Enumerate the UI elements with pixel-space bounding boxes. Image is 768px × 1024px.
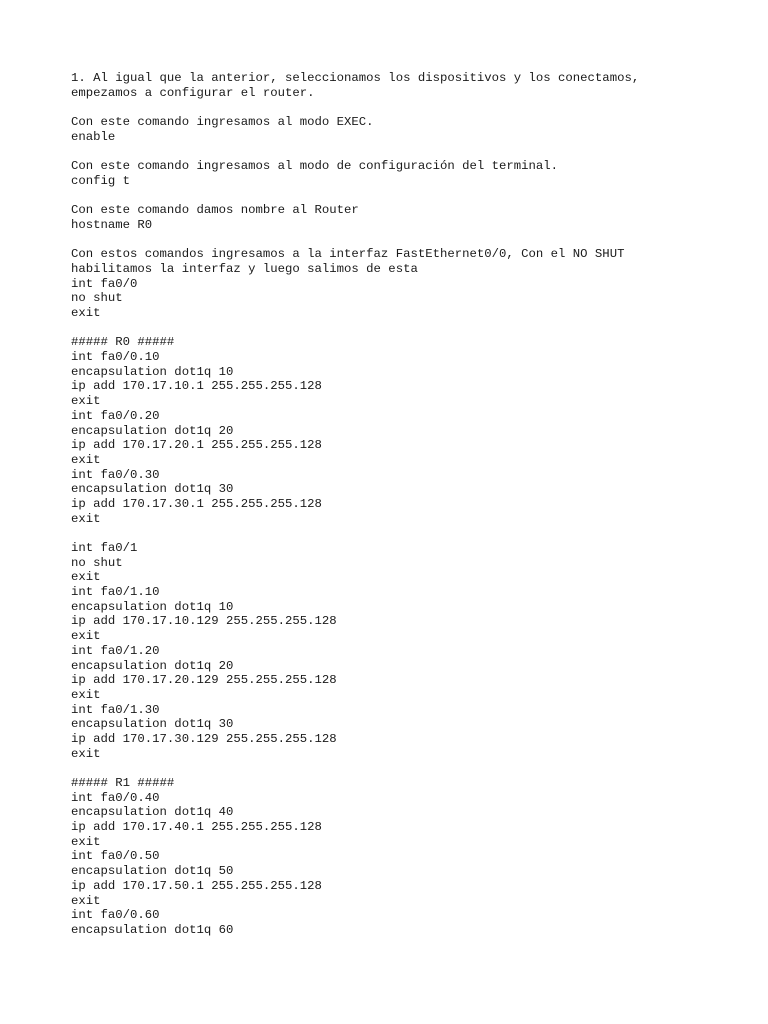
text-line: empezamos a configurar el router.	[71, 85, 315, 100]
text-line: ip add 170.17.40.1 255.255.255.128	[71, 820, 322, 835]
text-line: int fa0/0.30	[71, 467, 160, 482]
text-line: encapsulation dot1q 10	[71, 599, 234, 614]
text-line: 1. Al igual que la anterior, seleccionamos los dispositivos y los conectamos,	[71, 71, 640, 85]
text-line: exit	[71, 511, 101, 526]
text-line: config t	[71, 173, 131, 188]
text-line: int fa0/0.20	[71, 408, 160, 423]
blank-line	[71, 144, 731, 159]
blank-line	[71, 526, 731, 541]
text-line: exit	[71, 452, 101, 467]
text-line: ##### R1 #####	[71, 776, 175, 790]
text-line: encapsulation dot1q 60	[71, 922, 234, 937]
text-line: Con este comando damos nombre al Router	[71, 203, 359, 218]
text-line: encapsulation dot1q 20	[71, 423, 234, 438]
blank-line	[71, 233, 731, 248]
text-line: exit	[71, 394, 101, 409]
text-line: Con estos comandos ingresamos a la interfaz FastEthernet0/0, Con el NO SHUT	[71, 247, 625, 262]
text-line: encapsulation dot1q 40	[71, 805, 234, 820]
text-line: encapsulation dot1q 30	[71, 482, 234, 497]
text-line: int fa0/0	[71, 276, 138, 291]
text-line: exit	[71, 893, 101, 908]
blank-line	[71, 321, 731, 336]
text-line: exit	[71, 306, 101, 320]
text-line: exit	[71, 834, 101, 849]
text-line: encapsulation dot1q 50	[71, 864, 234, 879]
text-line: exit	[71, 687, 101, 702]
text-line: ip add 170.17.50.1 255.255.255.128	[71, 878, 322, 893]
text-line: exit	[71, 570, 101, 585]
text-line: int fa0/1.20	[71, 643, 160, 658]
text-line: enable	[71, 129, 116, 144]
text-line: no shut	[71, 555, 123, 570]
text-line: Con este comando ingresamos al modo EXEC.	[71, 115, 374, 130]
text-line: ip add 170.17.30.1 255.255.255.128	[71, 496, 322, 511]
text-line: encapsulation dot1q 30	[71, 717, 234, 732]
text-line: int fa0/0.60	[71, 908, 160, 923]
blank-line	[71, 189, 731, 204]
text-line: int fa0/1	[71, 541, 138, 555]
text-line: ip add 170.17.30.129 255.255.255.128	[71, 731, 337, 746]
text-line: ip add 170.17.20.129 255.255.255.128	[71, 673, 337, 688]
document-page	[71, 71, 731, 938]
text-line: Con este comando ingresamos al modo de configuración del terminal.	[71, 159, 559, 174]
text-line: exit	[71, 746, 101, 761]
text-line: encapsulation dot1q 10	[71, 364, 234, 379]
text-line: int fa0/0.40	[71, 790, 160, 805]
text-line: encapsulation dot1q 20	[71, 658, 234, 673]
blank-line	[71, 100, 731, 115]
text-line: exit	[71, 629, 101, 644]
blank-line	[71, 761, 731, 776]
text-line: int fa0/1.10	[71, 585, 160, 600]
text-line: int fa0/0.50	[71, 849, 160, 864]
text-line: ip add 170.17.10.129 255.255.255.128	[71, 614, 337, 629]
text-line: no shut	[71, 291, 123, 306]
text-line: ip add 170.17.10.1 255.255.255.128	[71, 379, 322, 394]
text-line: int fa0/0.10	[71, 350, 160, 365]
text-line: ip add 170.17.20.1 255.255.255.128	[71, 438, 322, 453]
text-line: hostname R0	[71, 217, 153, 232]
text-line: habilitamos la interfaz y luego salimos de esta	[71, 261, 418, 276]
text-line: int fa0/1.30	[71, 702, 160, 717]
text-line: ##### R0 #####	[71, 335, 175, 350]
